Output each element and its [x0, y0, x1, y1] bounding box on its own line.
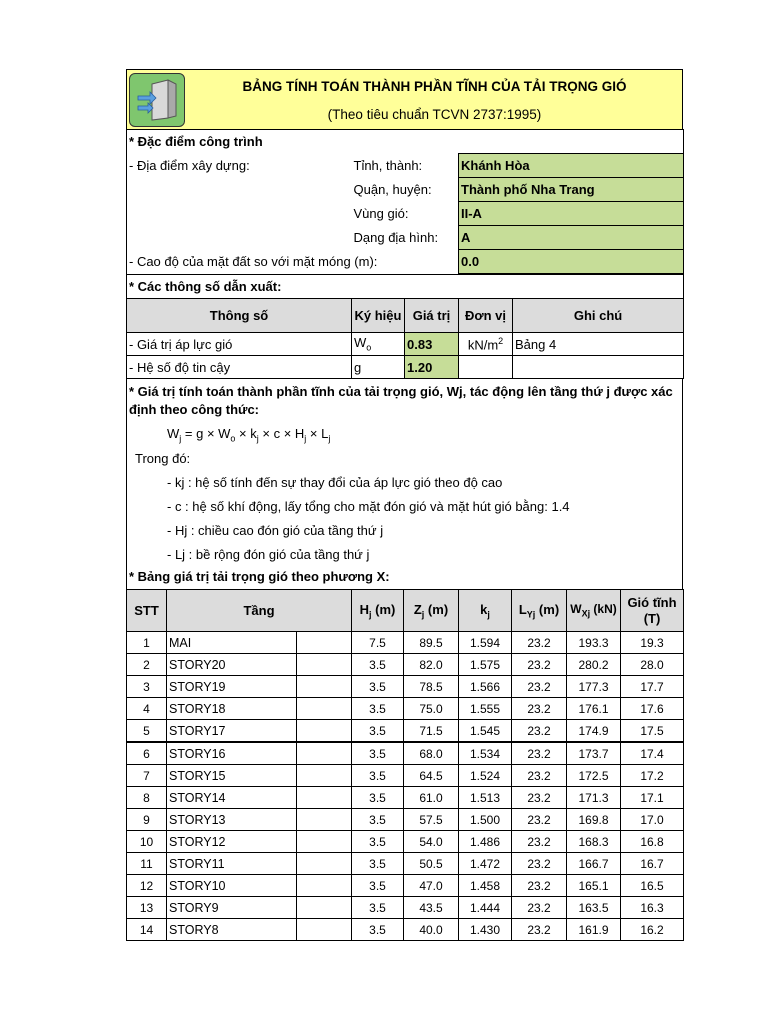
row-kj: 1.430 — [459, 919, 512, 941]
row-static-wind: 16.3 — [621, 897, 684, 919]
row-hj: 3.5 — [352, 720, 404, 743]
row-hj: 3.5 — [352, 809, 404, 831]
col-lyj: $L_{Yj}$ (m) — [512, 590, 567, 632]
row-floor-blank — [297, 654, 352, 676]
col-hj: $H_j$ (m) — [352, 590, 404, 632]
formula-section — [126, 379, 683, 565]
row-stt: 8 — [127, 787, 167, 809]
row-stt: 10 — [127, 831, 167, 853]
col-value: Giá trị — [405, 299, 459, 333]
row-kj: 1.524 — [459, 765, 512, 787]
row-wxj: 166.7 — [567, 853, 621, 875]
row-hj: 3.5 — [352, 831, 404, 853]
row-hj: 3.5 — [352, 654, 404, 676]
row-floor-blank — [297, 897, 352, 919]
row-static-wind: 28.0 — [621, 654, 684, 676]
row-kj: 1.545 — [459, 720, 512, 743]
col-symbol: Ký hiệu — [352, 299, 405, 333]
row-kj: 1.534 — [459, 742, 512, 765]
row-floor: MAI — [167, 632, 297, 654]
row-floor: STORY18 — [167, 698, 297, 720]
table-row — [127, 919, 684, 941]
row-static-wind: 16.8 — [621, 831, 684, 853]
row-zj: 43.5 — [404, 897, 459, 919]
table-row — [127, 853, 684, 875]
row-stt: 14 — [127, 919, 167, 941]
row-floor-blank — [297, 676, 352, 698]
row-kj: 1.575 — [459, 654, 512, 676]
row-zj: 82.0 — [404, 654, 459, 676]
row-wxj: 171.3 — [567, 787, 621, 809]
col-kj: $k_j$ — [459, 590, 512, 632]
row-floor-blank — [297, 809, 352, 831]
col-param: Thông số — [127, 299, 352, 333]
row-hj: 3.5 — [352, 698, 404, 720]
where-item-lj: - Lj : bề rộng đón gió của tầng thứ j — [167, 547, 370, 562]
note-g — [513, 356, 684, 379]
table-row — [127, 765, 684, 787]
row-hj: 3.5 — [352, 875, 404, 897]
row-stt: 9 — [127, 809, 167, 831]
row-static-wind: 16.2 — [621, 919, 684, 941]
row-wxj: 163.5 — [567, 897, 621, 919]
row-floor: STORY14 — [167, 787, 297, 809]
row-zj: 61.0 — [404, 787, 459, 809]
derived-params-table — [126, 274, 684, 379]
row-hj: 3.5 — [352, 676, 404, 698]
row-zj: 50.5 — [404, 853, 459, 875]
table-row — [127, 698, 684, 720]
table-row — [127, 632, 684, 654]
row-lyj: 23.2 — [512, 698, 567, 720]
row-zj: 75.0 — [404, 698, 459, 720]
row-lyj: 23.2 — [512, 720, 567, 743]
row-kj: 1.555 — [459, 698, 512, 720]
col-zj: $Z_j$ (m) — [404, 590, 459, 632]
district-label: Quận, huyện: — [353, 182, 432, 197]
row-lyj: 23.2 — [512, 765, 567, 787]
row-zj: 68.0 — [404, 742, 459, 765]
where-label: Trong đó: — [135, 451, 191, 466]
row-floor: STORY12 — [167, 831, 297, 853]
row-floor-blank — [297, 720, 352, 743]
row-kj: 1.458 — [459, 875, 512, 897]
row-lyj: 23.2 — [512, 632, 567, 654]
row-lyj: 23.2 — [512, 809, 567, 831]
location-label: - Địa điểm xây dựng: — [127, 154, 352, 178]
wind-zone-label: Vùng gió: — [353, 206, 409, 221]
row-floor-blank — [297, 698, 352, 720]
row-floor-blank — [297, 787, 352, 809]
formula-heading: * Giá trị tính toán thành phần tĩnh của tải trọng gió, Wj, tác động lên tầng thứ j được xác định theo công thức: — [129, 384, 673, 417]
row-floor: STORY17 — [167, 720, 297, 743]
row-floor: STORY10 — [167, 875, 297, 897]
row-static-wind: 17.6 — [621, 698, 684, 720]
province-value[interactable]: Khánh Hòa — [459, 154, 684, 178]
row-hj: 3.5 — [352, 765, 404, 787]
row-wxj: 193.3 — [567, 632, 621, 654]
row-wxj: 173.7 — [567, 742, 621, 765]
row-lyj: 23.2 — [512, 831, 567, 853]
row-wxj: 176.1 — [567, 698, 621, 720]
row-static-wind: 17.5 — [621, 720, 684, 743]
row-floor: STORY19 — [167, 676, 297, 698]
table-row — [127, 875, 684, 897]
symbol-g: g — [352, 356, 405, 379]
table-row — [127, 676, 684, 698]
row-floor: STORY8 — [167, 919, 297, 941]
elevation-value[interactable]: 0.0 — [459, 250, 684, 274]
row-stt: 12 — [127, 875, 167, 897]
table-row — [127, 787, 684, 809]
row-kj: 1.444 — [459, 897, 512, 919]
row-kj: 1.486 — [459, 831, 512, 853]
section-heading-project: * Đặc điểm công trình — [127, 130, 684, 154]
col-note: Ghi chú — [513, 299, 684, 333]
table-row — [127, 831, 684, 853]
row-zj: 57.5 — [404, 809, 459, 831]
row-stt: 1 — [127, 632, 167, 654]
table-row — [127, 809, 684, 831]
row-floor-blank — [297, 765, 352, 787]
row-lyj: 23.2 — [512, 654, 567, 676]
row-floor: STORY9 — [167, 897, 297, 919]
col-floor: Tầng — [167, 590, 352, 632]
row-wxj: 174.9 — [567, 720, 621, 743]
row-stt: 11 — [127, 853, 167, 875]
value-g[interactable]: 1.20 — [405, 356, 459, 379]
row-wxj: 280.2 — [567, 654, 621, 676]
row-wxj: 165.1 — [567, 875, 621, 897]
row-floor: STORY20 — [167, 654, 297, 676]
province-label: Tỉnh, thành: — [353, 158, 423, 173]
row-wxj: 168.3 — [567, 831, 621, 853]
col-unit: Đơn vị — [459, 299, 513, 333]
row-kj: 1.513 — [459, 787, 512, 809]
where-item-c: - c : hệ số khí động, lấy tổng cho mặt đón gió và mặt hút gió bằng: 1.4 — [167, 499, 570, 514]
row-stt: 4 — [127, 698, 167, 720]
row-floor: STORY11 — [167, 853, 297, 875]
section-heading-wind-x: * Bảng giá trị tải trọng gió theo phương X: — [126, 565, 683, 589]
sheet-title: BẢNG TÍNH TOÁN THÀNH PHẦN TĨNH CỦA TẢI TRỌNG GIÓ — [242, 79, 627, 94]
row-lyj: 23.2 — [512, 919, 567, 941]
row-zj: 40.0 — [404, 919, 459, 941]
unit-wo: $kN/m^2$ — [459, 333, 513, 356]
formula-line: $W_j = g \times W_o \times k_j \times c \times H_j \times L_j$ — [167, 426, 331, 444]
terrain-value[interactable]: A — [459, 226, 684, 250]
row-kj: 1.500 — [459, 809, 512, 831]
row-floor-blank — [297, 632, 352, 654]
row-zj: 89.5 — [404, 632, 459, 654]
section-heading-params: * Các thông số dẫn xuất: — [127, 275, 684, 299]
value-wo[interactable]: 0.83 — [405, 333, 459, 356]
col-wxj: $W_{Xj}$ (kN) — [567, 590, 621, 632]
col-static-wind: Gió tĩnh (T) — [621, 590, 684, 632]
row-hj: 3.5 — [352, 742, 404, 765]
where-item-kj: - kj : hệ số tính đến sự thay đổi của áp lực gió theo độ cao — [167, 475, 503, 490]
unit-g — [459, 356, 513, 379]
symbol-wo: $W_o$ — [352, 333, 405, 356]
row-floor-blank — [297, 742, 352, 765]
sheet-header — [126, 69, 683, 129]
row-hj: 7.5 — [352, 632, 404, 654]
row-static-wind: 17.1 — [621, 787, 684, 809]
param-wind-pressure: - Giá trị áp lực gió — [127, 333, 352, 356]
row-stt: 3 — [127, 676, 167, 698]
where-item-hj: - Hj : chiều cao đón gió của tầng thứ j — [167, 523, 384, 538]
wind-load-table — [126, 589, 684, 941]
row-lyj: 23.2 — [512, 676, 567, 698]
row-hj: 3.5 — [352, 919, 404, 941]
row-static-wind: 17.7 — [621, 676, 684, 698]
sheet-subtitle: (Theo tiêu chuẩn TCVN 2737:1995) — [327, 107, 542, 122]
row-lyj: 23.2 — [512, 853, 567, 875]
row-stt: 6 — [127, 742, 167, 765]
row-static-wind: 17.2 — [621, 765, 684, 787]
elevation-label: - Cao độ của mặt đất so với mặt móng (m): — [127, 250, 459, 274]
row-kj: 1.472 — [459, 853, 512, 875]
row-wxj: 161.9 — [567, 919, 621, 941]
row-stt: 5 — [127, 720, 167, 743]
row-floor: STORY13 — [167, 809, 297, 831]
row-hj: 3.5 — [352, 897, 404, 919]
table-row — [127, 654, 684, 676]
row-hj: 3.5 — [352, 853, 404, 875]
row-zj: 64.5 — [404, 765, 459, 787]
row-kj: 1.594 — [459, 632, 512, 654]
row-zj: 47.0 — [404, 875, 459, 897]
row-lyj: 23.2 — [512, 897, 567, 919]
row-hj: 3.5 — [352, 787, 404, 809]
district-value[interactable]: Thành phố Nha Trang — [459, 178, 684, 202]
row-floor-blank — [297, 875, 352, 897]
table-row — [127, 720, 684, 743]
row-zj: 71.5 — [404, 720, 459, 743]
row-static-wind: 16.5 — [621, 875, 684, 897]
row-static-wind: 17.4 — [621, 742, 684, 765]
row-floor: STORY15 — [167, 765, 297, 787]
row-floor: STORY16 — [167, 742, 297, 765]
row-lyj: 23.2 — [512, 742, 567, 765]
row-lyj: 23.2 — [512, 787, 567, 809]
row-kj: 1.566 — [459, 676, 512, 698]
row-wxj: 172.5 — [567, 765, 621, 787]
wind-zone-value[interactable]: II-A — [459, 202, 684, 226]
col-stt: STT — [127, 590, 167, 632]
row-zj: 54.0 — [404, 831, 459, 853]
row-lyj: 23.2 — [512, 875, 567, 897]
row-floor-blank — [297, 919, 352, 941]
row-static-wind: 17.0 — [621, 809, 684, 831]
row-floor-blank — [297, 853, 352, 875]
project-info-table — [126, 129, 684, 274]
row-stt: 2 — [127, 654, 167, 676]
row-stt: 13 — [127, 897, 167, 919]
row-zj: 78.5 — [404, 676, 459, 698]
note-wo: Bảng 4 — [513, 333, 684, 356]
terrain-label: Dạng địa hình: — [353, 230, 439, 245]
row-static-wind: 19.3 — [621, 632, 684, 654]
row-wxj: 169.8 — [567, 809, 621, 831]
row-floor-blank — [297, 831, 352, 853]
row-wxj: 177.3 — [567, 676, 621, 698]
table-row — [127, 742, 684, 765]
param-reliability: - Hệ số độ tin cậy — [127, 356, 352, 379]
building-wind-logo — [129, 73, 185, 127]
row-static-wind: 16.7 — [621, 853, 684, 875]
row-stt: 7 — [127, 765, 167, 787]
spreadsheet — [126, 69, 683, 941]
table-row — [127, 897, 684, 919]
